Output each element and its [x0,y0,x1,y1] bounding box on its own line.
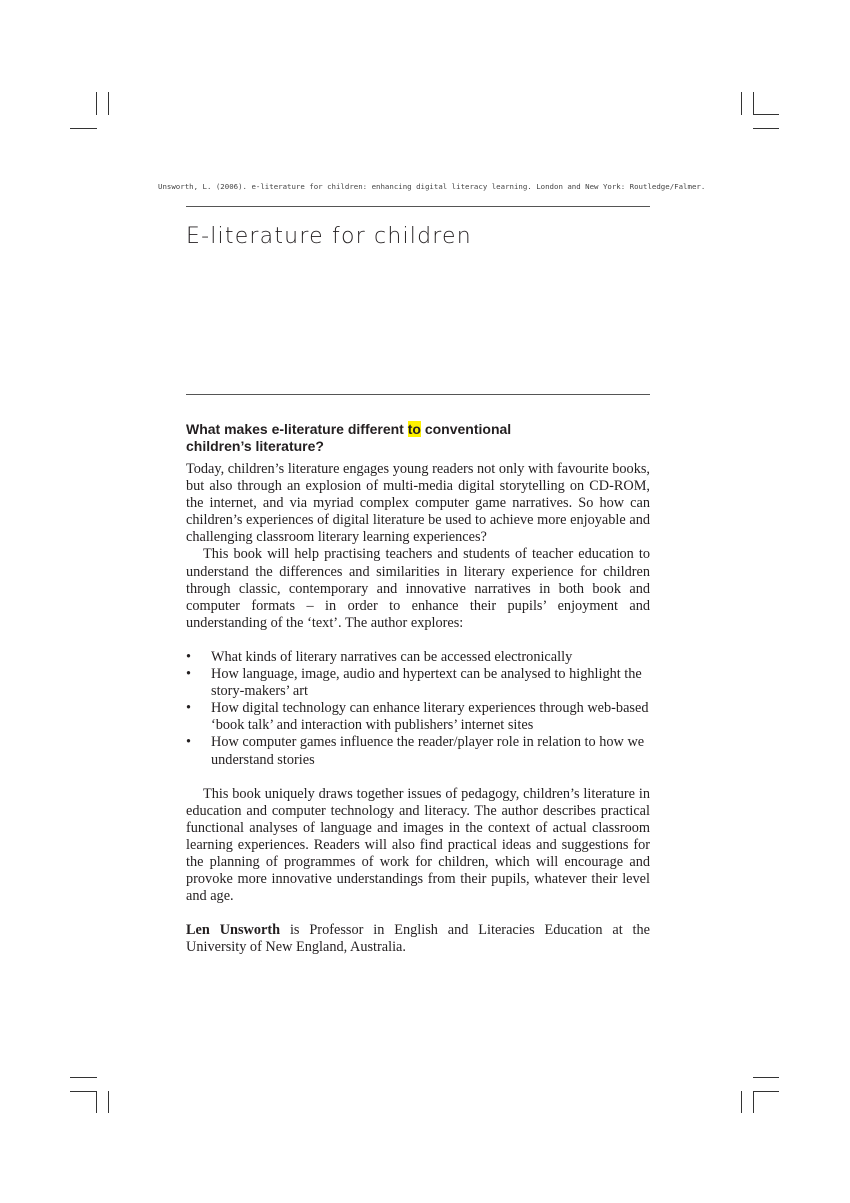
highlighted-word: to [407,421,421,437]
list-item [186,700,650,734]
crop-mark [753,92,754,115]
section-heading [186,421,566,455]
author-bio-text: is Professor in English and Literacies Education at the University of New England, Australia. [186,922,650,956]
crop-mark [753,114,779,115]
bullet-icon: • [186,648,192,665]
list-item-text: How digital technology can enhance literary experiences through web-based ‘book talk’ and interaction with publishers’ internet sites [211,700,649,734]
closing-paragraph: This book uniquely draws together issues of pedagogy, children’s literature in education and computer technology and literacy. The author describes practical functional analyses of language and images in the context of actual classroom learning experiences. Readers will also find practical ideas and suggestions for the planning of programmes of work for children, which will encourage and provoke more innovative understandings from their pupils, whatever their level and age. [186,785,650,905]
middle-rule [186,394,650,395]
crop-mark [70,128,97,129]
crop-mark [70,1077,97,1078]
citation-line: Unsworth, L. (2006). e-literature for children: enhancing digital literacy learning. London and New York: Routledge/Falmer. [158,182,706,191]
top-rule [186,206,650,207]
crop-mark [108,1091,109,1113]
list-item [186,649,650,666]
list-item-text: How language, image, audio and hypertext can be analysed to highlight the story-makers’ art [211,666,642,700]
crop-mark [753,128,779,129]
author-bio [186,922,650,956]
crop-mark [753,1091,779,1092]
bullet-icon: • [186,700,192,717]
author-name: Len Unsworth [186,922,281,939]
crop-mark [96,92,97,115]
list-item-text: What kinds of literary narratives can be accessed electronically [211,648,573,665]
crop-mark [108,92,109,115]
bullet-icon: • [186,666,192,683]
topics-list [186,649,650,769]
bullet-icon: • [186,734,192,751]
crop-mark [70,1091,97,1092]
intro-paragraph: Today, children’s literature engages young readers not only with favourite books, but also through an explosion of multi-media digital storytelling on CD-ROM, the internet, and via myriad complex computer game narratives. So how can children’s experiences of digital literature be used to achieve more enjoyable and challenging classroom literary learning experiences? [186,461,650,546]
back-cover-blurb [186,421,650,956]
book-title: E-literature for children [186,224,472,249]
crop-mark [753,1091,754,1113]
crop-mark [741,92,742,115]
purpose-paragraph: This book will help practising teachers and students of teacher education to understand the differences and similarities in literary experience for children through classic, contemporary and innovative narratives in both book and computer formats – in order to enhance their pupils’ enjoyment and understanding of the ‘text’. The author explores: [186,546,650,631]
heading-text-start: What makes e-literature different [186,421,408,437]
list-item [186,666,650,700]
crop-mark [741,1091,742,1113]
crop-mark [753,1077,779,1078]
list-item-text: How computer games influence the reader/player role in relation to how we understand stories [211,734,645,768]
heading-text-end: conventional children’s literature? [186,421,512,454]
crop-mark [96,1091,97,1113]
list-item [186,734,650,768]
